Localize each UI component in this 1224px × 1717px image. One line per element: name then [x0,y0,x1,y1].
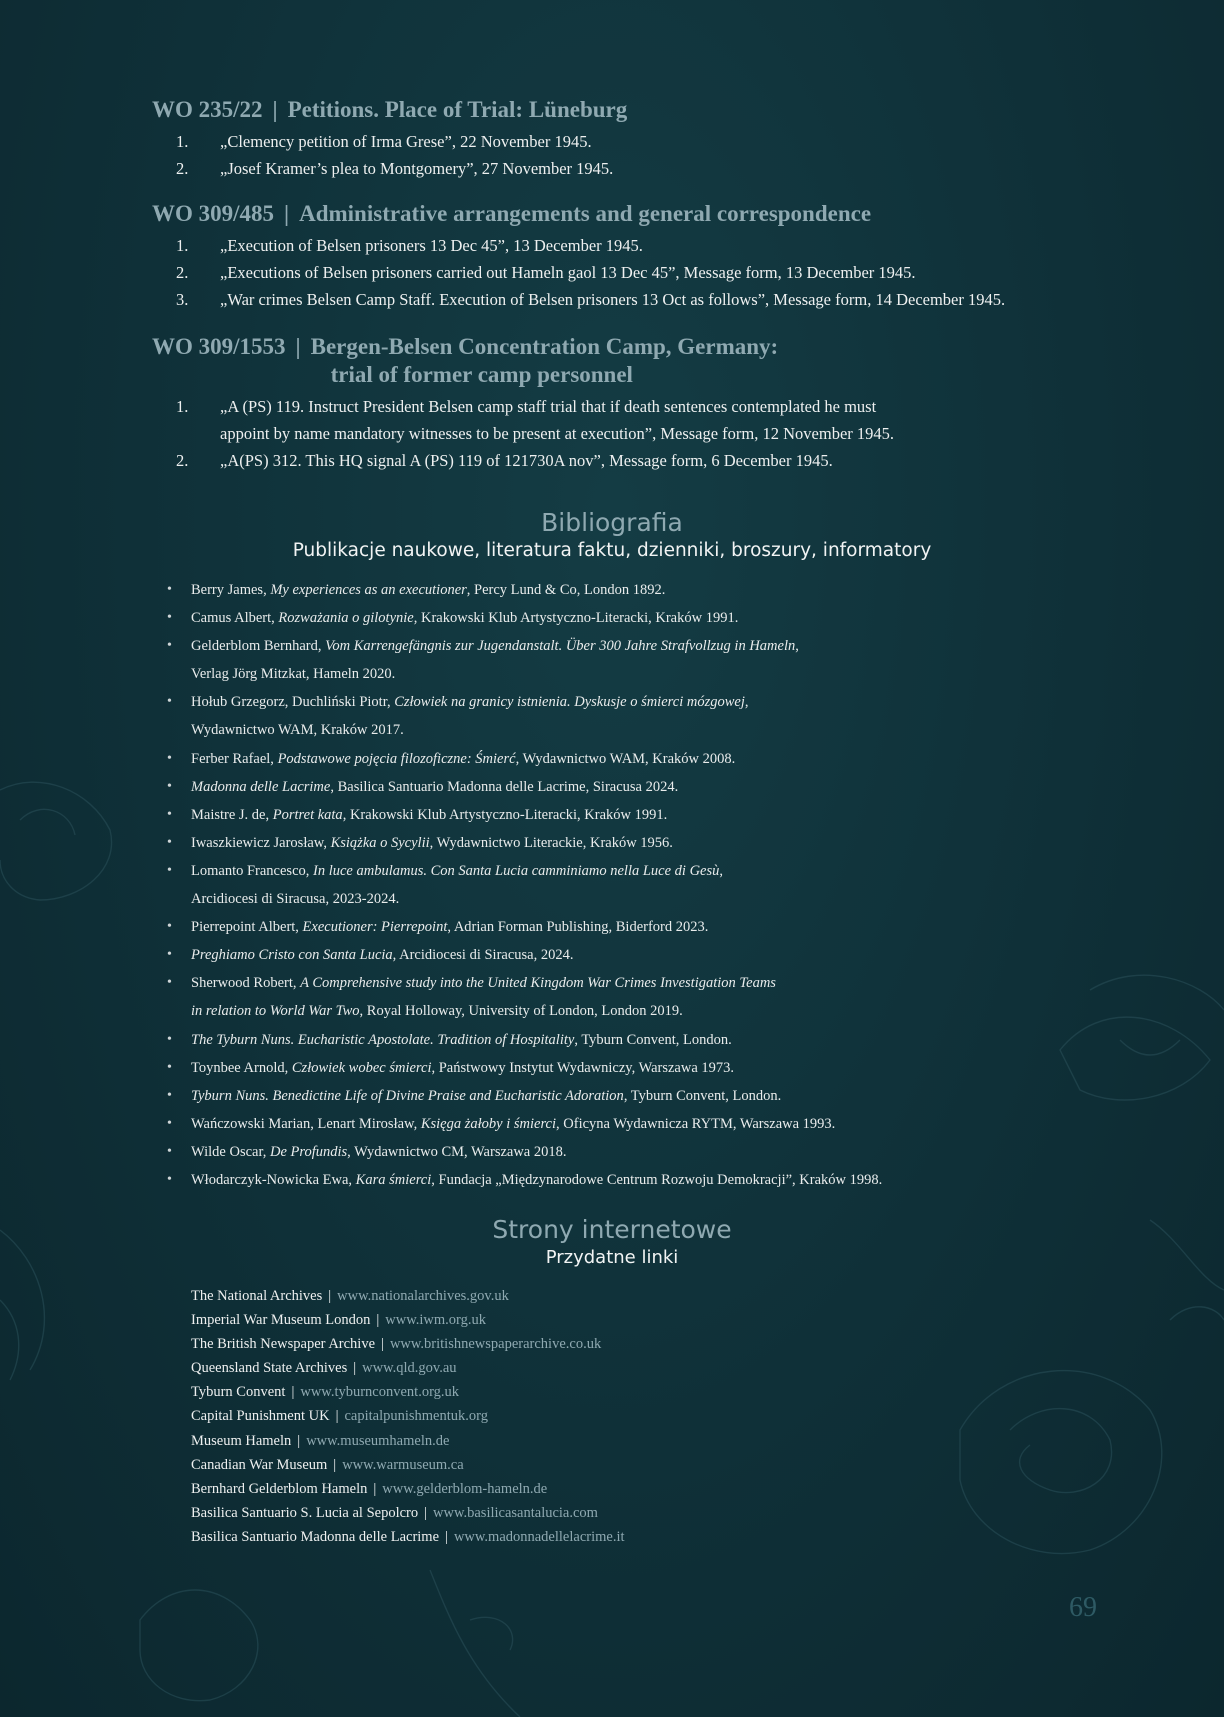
website-name: Queensland State Archives [191,1360,348,1377]
bibliography-entry: • Hołub Grzegorz, Duchliński Piotr, Człowiek na granicy istnienia. Dyskusje o śmierci mózgowej, [167,694,749,711]
website-entry: Tyburn Convent | www.tyburnconvent.org.uk [191,1384,460,1401]
section-title-line2: trial of former camp personnel [330,362,633,387]
website-name: Imperial War Museum London [191,1312,371,1329]
websites-title: Strony internetowe [492,1215,732,1244]
document-list [152,393,894,474]
website-url-link[interactable]: www.museumhameln.de [306,1432,450,1449]
archive-section-wo309-485 [152,200,1005,313]
website-entry: The British Newspaper Archive | www.britishnewspaperarchive.co.uk [191,1336,602,1353]
website-name: The National Archives [191,1288,323,1304]
website-name: Canadian War Museum [191,1456,328,1473]
bibliography-subtitle: Publikacje naukowe, literatura faktu, dzienniki, broszury, informatory [292,540,932,561]
list-item: 2. „Executions of Belsen prisoners carried out Hameln gaol 13 Dec 45”, Message form, 13 December 1945. [176,263,916,282]
websites-subtitle: Przydatne linki [545,1247,679,1268]
archive-section-wo235-22 [152,96,627,182]
bibliography-entry: • Toynbee Arnold, Człowiek wobec śmierci, Państwowy Instytut Wydawniczy, Warszawa 1973. [167,1059,735,1076]
website-name: Bernhard Gelderblom Hameln [191,1480,368,1497]
list-item: 1. „A (PS) 119. Instruct President Belsen camp staff trial that if death sentences contemplated he must [176,397,877,416]
bibliography-entry: • Berry James, My experiences as an executioner, Percy Lund & Co, London 1892. [167,582,666,598]
page-number: 69 [1069,1592,1097,1623]
bibliography-entry: • Gelderblom Bernhard, Vom Karrengefängnis zur Jugendanstalt. Über 300 Jahre Strafvollzug in Hameln, [167,638,799,655]
bibliography-entry-continuation: Verlag Jörg Mitzkat, Hameln 2020. [191,666,396,683]
section-title: Petitions. Place of Trial: Lüneburg [287,97,628,122]
bibliography-entry: • Sherwood Robert, A Comprehensive study into the United Kingdom War Crimes Investigation Teams [167,975,776,992]
list-item: 2. „A(PS) 312. This HQ signal A (PS) 119 of 121730A nov”, Message form, 6 December 1945. [176,451,833,470]
bibliography-entry: • The Tyburn Nuns. Eucharistic Apostolate. Tradition of Hospitality, Tyburn Convent, London. [167,1031,732,1048]
archive-code: WO 309/485 [152,201,275,226]
section-heading [152,333,894,389]
website-entry: Canadian War Museum | www.warmuseum.ca [191,1456,464,1473]
website-entry: Museum Hameln | www.museumhameln.de [191,1432,450,1449]
bibliography-entry: • Madonna delle Lacrime, Basilica Santuario Madonna delle Lacrime, Siracusa 2024. [167,778,679,795]
separator: | [272,97,278,122]
bibliography-entry-continuation: Wydawnictwo WAM, Kraków 2017. [191,722,404,739]
website-name: The British Newspaper Archive [191,1336,376,1353]
website-url-link[interactable]: www.tyburnconvent.org.uk [300,1384,460,1401]
website-entry: Imperial War Museum London | www.iwm.org.uk [191,1312,486,1329]
website-url-link[interactable]: www.gelderblom-hameln.de [382,1480,548,1497]
website-entry: Bernhard Gelderblom Hameln | www.gelderblom-hameln.de [191,1480,548,1497]
bibliography-entry: • Maistre J. de, Portret kata, Krakowski Klub Artystyczno-Literacki, Kraków 1991. [167,806,668,823]
bibliography-entry-continuation: Arcidiocesi di Siracusa, 2023-2024. [191,891,400,908]
document-list [152,128,627,182]
website-entry: Queensland State Archives | www.qld.gov.au [191,1360,457,1377]
list-item: 2. „Josef Kramer’s plea to Montgomery”, 27 November 1945. [176,159,614,178]
bibliography-entry: • Camus Albert, Rozważania o gilotynie, Krakowski Klub Artystyczno-Literacki, Kraków 1991. [167,610,739,627]
section-heading [152,96,627,124]
bibliography-entry: • Iwaszkiewicz Jarosław, Książka o Sycylii, Wydawnictwo Literackie, Kraków 1956. [167,834,673,851]
bibliography-list [165,576,882,1194]
website-entry: The National Archives | www.nationalarchives.gov.uk [191,1288,509,1304]
website-entry: Basilica Santuario Madonna delle Lacrime | www.madonnadellelacrime.it [191,1528,625,1545]
bibliography-entry: • Wańczowski Marian, Lenart Mirosław, Księga żałoby i śmierci, Oficyna Wydawnicza RYTM, Warszawa 1993. [167,1115,836,1132]
section-title: Administrative arrangements and general correspondence [299,201,872,226]
website-entry: Capital Punishment UK | capitalpunishmentuk.org [191,1408,488,1425]
website-name: Basilica Santuario Madonna delle Lacrime [191,1528,440,1545]
website-url-link[interactable]: www.basilicasantalucia.com [433,1504,598,1521]
bibliography-title: Bibliografia [541,508,683,537]
website-url-link[interactable]: www.britishnewspaperarchive.co.uk [389,1336,602,1353]
website-url-link[interactable]: www.nationalarchives.gov.uk [337,1288,509,1304]
bibliography-entry: • Tyburn Nuns. Benedictine Life of Divine Praise and Eucharistic Adoration, Tyburn Convent, London. [167,1087,782,1104]
document-list [152,232,1005,313]
list-item-continuation: appoint by name mandatory witnesses to be present at execution”, Message form, 12 November 1945. [220,424,895,443]
website-url-link[interactable]: www.madonnadellelacrime.it [453,1528,625,1545]
bibliography-entry: • Preghiamo Cristo con Santa Lucia, Arcidiocesi di Siracusa, 2024. [167,947,574,964]
section-heading [152,200,1005,228]
website-name: Capital Punishment UK [191,1408,330,1425]
archive-section-wo309-1553 [152,333,894,474]
separator: | [284,201,290,226]
website-name: Museum Hameln [191,1432,292,1449]
bibliography-entry-continuation: in relation to World War Two, Royal Holloway, University of London, London 2019. [191,1003,683,1020]
archive-code: WO 309/1553 [152,334,286,359]
website-url-link[interactable]: www.iwm.org.uk [385,1312,486,1329]
list-item: 3. „War crimes Belsen Camp Staff. Execution of Belsen prisoners 13 Oct as follows”, Message form, 14 December 1945. [176,290,1006,309]
section-title-line1: Bergen-Belsen Concentration Camp, Germany: [310,334,779,359]
bibliography-entry: • Pierrepoint Albert, Executioner: Pierrepoint, Adrian Forman Publishing, Biderford 2023. [167,919,709,936]
bibliography-entry: • Ferber Rafael, Podstawowe pojęcia filozoficzne: Śmierć, Wydawnictwo WAM, Kraków 2008. [167,750,736,767]
website-entry: Basilica Santuario S. Lucia al Sepolcro | www.basilicasantalucia.com [191,1504,598,1521]
website-name: Basilica Santuario S. Lucia al Sepolcro [191,1504,419,1521]
website-url-link[interactable]: capitalpunishmentuk.org [344,1408,488,1425]
list-item: 1. „Clemency petition of Irma Grese”, 22 November 1945. [176,132,592,151]
website-url-link[interactable]: www.qld.gov.au [362,1360,457,1377]
bibliography-entry: • Lomanto Francesco, In luce ambulamus. Con Santa Lucia camminiamo nella Luce di Gesù, [167,862,724,879]
websites-list [191,1284,625,1549]
list-item: 1. „Execution of Belsen prisoners 13 Dec 45”, 13 December 1945. [176,236,643,255]
bibliography-entry: • Włodarczyk-Nowicka Ewa, Kara śmierci, Fundacja „Międzynarodowe Centrum Rozwoju Demokracji”, Kraków 1998. [167,1171,883,1188]
website-url-link[interactable]: www.warmuseum.ca [342,1456,464,1473]
website-name: Tyburn Convent [191,1384,286,1401]
separator: | [295,334,301,359]
bibliography-entry: • Wilde Oscar, De Profundis, Wydawnictwo CM, Warszawa 2018. [167,1143,567,1160]
archive-code: WO 235/22 [152,97,263,122]
